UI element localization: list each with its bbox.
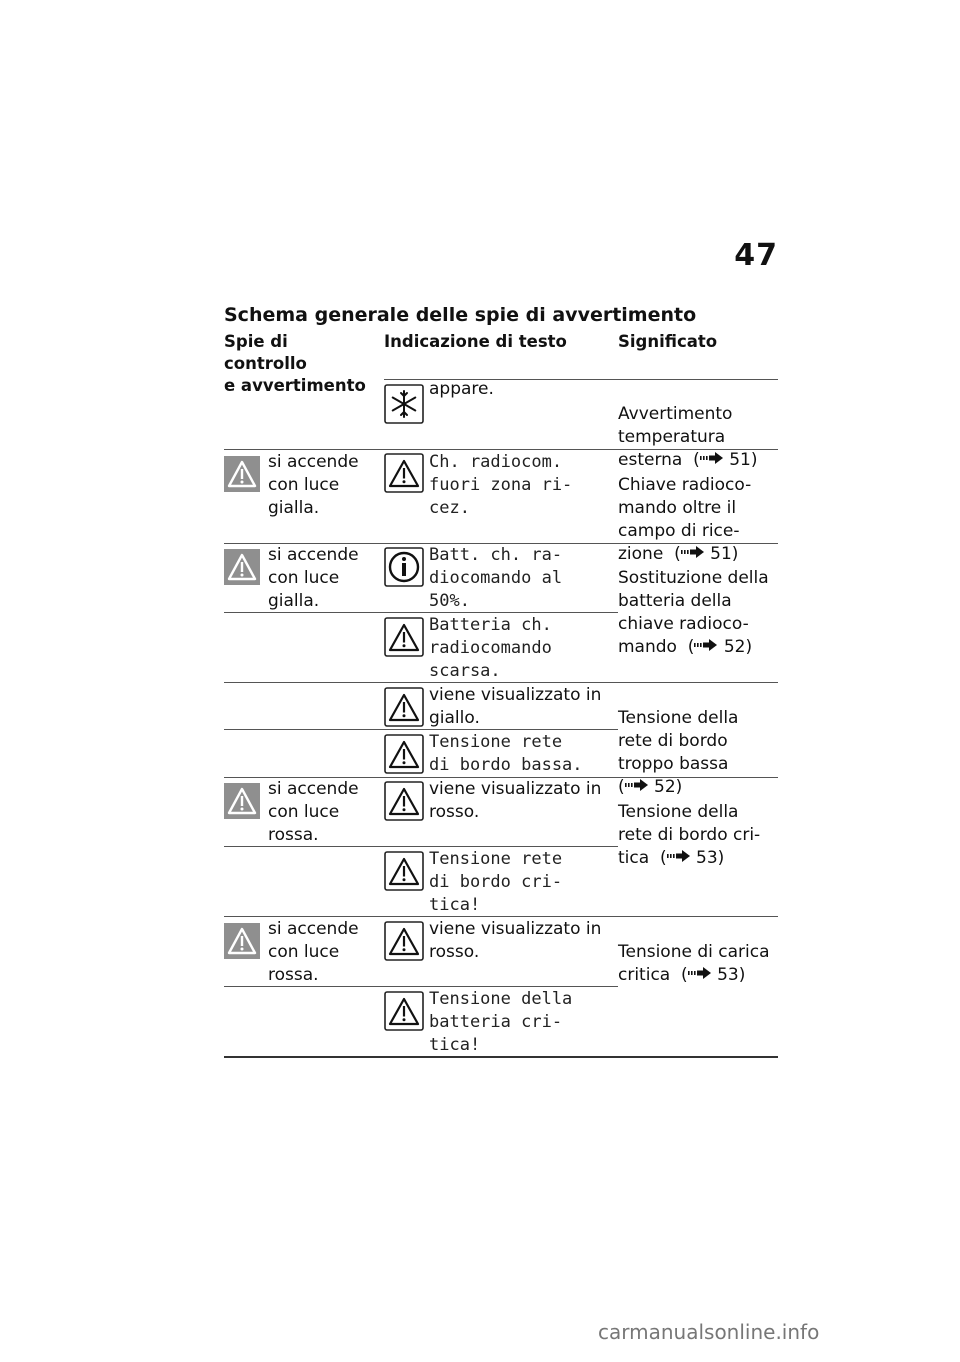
warning-triangle-lamp-icon: [224, 456, 260, 492]
watermark: carmanualsonline.info: [598, 1320, 820, 1344]
meaning-cell: Chiave radioco- mando oltre il campo di rice- zione ( 51): [618, 475, 752, 564]
warning-triangle-icon: [384, 991, 424, 1031]
page-reference[interactable]: 52): [654, 777, 683, 797]
column-header-lamps: Spie di controllo e avvertimento: [224, 332, 366, 395]
meaning-text: Tensione della rete di bordo troppo bassa (: [618, 708, 739, 797]
display-message: Tensione rete di bordo bassa.: [429, 732, 583, 775]
info-icon: [384, 547, 424, 587]
lamp-description: si accende con luce rossa.: [268, 919, 359, 985]
text-indication: viene visualizzato in rosso.: [429, 919, 602, 962]
section-title: Schema generale delle spie di avvertimento: [224, 304, 697, 326]
warning-triangle-icon: [384, 781, 424, 821]
text-indication: viene visualizzato in giallo.: [429, 685, 602, 728]
meaning-text: Avvertimento temperatura esterna: [618, 404, 733, 470]
column-header-text: Indicazione di testo: [384, 332, 567, 351]
snowflake-icon: [384, 384, 424, 424]
lamp-description: si accende con luce gialla.: [268, 452, 359, 518]
display-message: Batt. ch. ra- diocomando al 50%.: [429, 545, 563, 611]
meaning-text: Sostituzione della batteria della chiave radioco- mando: [618, 568, 769, 657]
reference-arrow-icon: [667, 850, 691, 862]
reference-arrow-icon: [694, 639, 718, 651]
display-message: Tensione della batteria cri- tica!: [429, 989, 573, 1055]
warning-triangle-icon: [384, 617, 424, 657]
page-reference[interactable]: 51): [710, 544, 739, 564]
warning-triangle-icon: [384, 687, 424, 727]
meaning-text: Tensione della rete di bordo cri- tica: [618, 802, 761, 868]
meaning-cell: Tensione di carica critica ( 53): [618, 942, 770, 985]
warning-triangle-icon: [384, 851, 424, 891]
meaning-cell: Tensione della rete di bordo cri- tica ( 53): [618, 802, 761, 868]
page-number: 47: [734, 238, 778, 273]
meaning-cell: Sostituzione della batteria della chiave radioco- mando ( 52): [618, 568, 769, 657]
meaning-text: Chiave radioco- mando oltre il campo di rice- zione: [618, 475, 752, 564]
display-message: Batteria ch. radiocomando scarsa.: [429, 615, 552, 681]
warning-triangle-lamp-icon: [224, 783, 260, 819]
lamp-description: si accende con luce rossa.: [268, 779, 359, 845]
page-reference[interactable]: 52): [723, 637, 753, 657]
display-message: Ch. radiocom. fuori zona ri- cez.: [429, 452, 573, 518]
warning-triangle-icon: [384, 734, 424, 774]
display-message: Tensione rete di bordo cri- tica!: [429, 849, 563, 915]
warning-triangle-icon: [384, 453, 424, 493]
text-indication: viene visualizzato in rosso.: [429, 779, 602, 822]
warning-triangle-lamp-icon: [224, 923, 260, 959]
meaning-cell: Avvertimento temperatura esterna ( 51): [618, 404, 758, 470]
column-header-meaning: Significato: [618, 332, 718, 351]
page-reference[interactable]: 51): [729, 450, 758, 470]
text-indication: appare.: [429, 379, 494, 399]
page-reference[interactable]: 53): [717, 965, 746, 985]
page-reference[interactable]: 53): [696, 848, 725, 868]
meaning-text: Tensione di carica critica: [618, 942, 770, 985]
reference-arrow-icon: [688, 967, 712, 979]
lamp-description: si accende con luce gialla.: [268, 545, 359, 611]
warning-triangle-lamp-icon: [224, 549, 260, 585]
warning-triangle-icon: [384, 921, 424, 961]
